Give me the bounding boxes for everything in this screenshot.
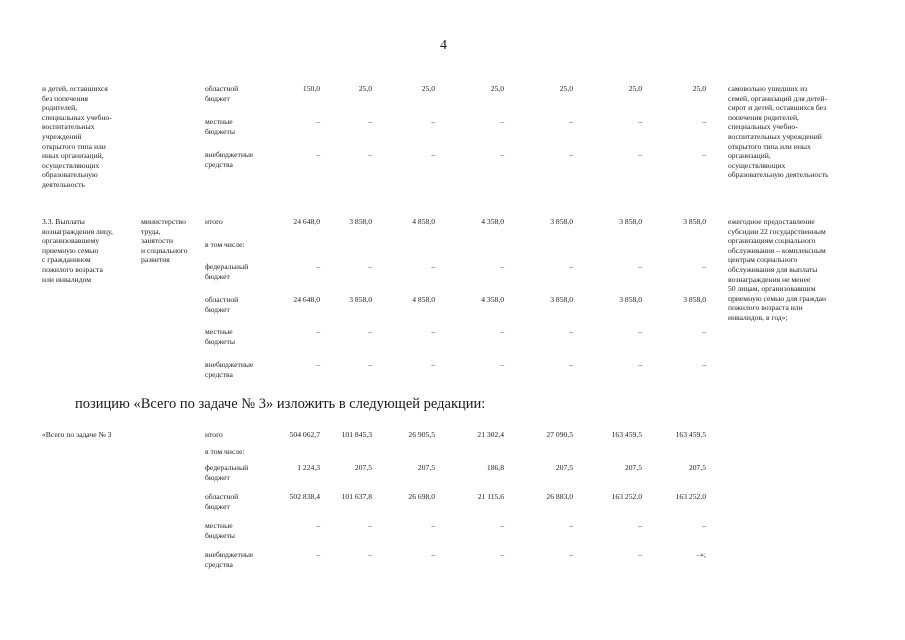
row-description-line: 3.3. Выплаты xyxy=(42,217,85,226)
row-note-line: осуществляющих xyxy=(728,160,786,170)
table-cell-value: 163 252,0 xyxy=(611,492,642,501)
table-cell-value: – xyxy=(431,327,435,336)
table-cell-value: 163 459,5 xyxy=(611,430,642,439)
table-cell-value: – xyxy=(638,550,642,559)
row-label-line: местные xyxy=(205,117,233,126)
table-cell-value: 26 883,0 xyxy=(546,492,573,501)
table-cell-value: 21 115,6 xyxy=(477,492,504,501)
table-cell-value: – xyxy=(316,327,320,336)
instruction-text: позицию «Всего по задаче № 3» изложить в следующей редакции: xyxy=(75,396,486,412)
table-cell-value: 207,5 xyxy=(354,463,372,472)
row-description-line: без попечения xyxy=(42,93,89,103)
row-note-line: организаций, xyxy=(728,151,771,161)
table-cell-value: – xyxy=(431,521,435,530)
table-cell-value: – xyxy=(569,150,573,159)
row-label-line: бюджет xyxy=(205,93,230,103)
table-cell-value: – xyxy=(702,262,706,271)
row-description-line: «Всего по задаче № 3 xyxy=(42,430,112,439)
table-cell-value: 186,8 xyxy=(486,463,504,472)
table-cell-value: 24 648,0 xyxy=(293,295,320,304)
row-description-line: осуществляющих xyxy=(42,160,100,170)
row-label-line: областной xyxy=(205,295,239,304)
responsible-executor-line: министерство xyxy=(141,217,186,226)
row-label-line: федеральный xyxy=(205,262,249,271)
table-cell-value: – xyxy=(368,327,372,336)
table-cell-value: 163 252,0 xyxy=(675,492,706,501)
row-description-line: учреждений xyxy=(42,132,82,141)
row-description-line: родителей, xyxy=(42,103,78,113)
row-note-line: семей, организаций для детей- xyxy=(728,93,828,103)
row-description-line: образовательную xyxy=(42,170,98,180)
table-cell-value: – xyxy=(702,150,706,159)
table-cell-value: – xyxy=(316,521,320,530)
table-cell-value: 25,0 xyxy=(490,84,504,93)
table-cell-value: 25,0 xyxy=(692,84,706,93)
row-note-line: вознаграждения не менее xyxy=(728,274,811,284)
row-note-line: сирот и детей, оставшихся без xyxy=(728,103,827,113)
row-label-line: бюджеты xyxy=(205,530,235,540)
row-description-line: открытого типа или xyxy=(42,141,106,151)
table-cell-value: 150,0 xyxy=(302,84,320,93)
table-cell-value: 25,0 xyxy=(358,84,372,93)
row-note-line: приемную семью для граждан xyxy=(728,293,827,303)
row-note-line: 50 лицам, организовавшим xyxy=(728,284,816,294)
table-cell-value: – xyxy=(368,117,372,126)
table-cell-value: – xyxy=(316,550,320,559)
table-cell-value: 163 459,5 xyxy=(675,430,706,439)
row-label-line: средства xyxy=(205,559,233,569)
row-label-line: итого xyxy=(205,430,223,439)
table-cell-value: – xyxy=(638,360,642,369)
table-cell-value: – xyxy=(368,521,372,530)
table-cell-value: – xyxy=(431,550,435,559)
responsible-executor-line: и социального xyxy=(141,245,188,255)
table-cell-value: – xyxy=(569,521,573,530)
table-cell-value: – xyxy=(569,327,573,336)
table-cell-value: 502 838,4 xyxy=(289,492,320,501)
table-cell-value: –»; xyxy=(696,550,706,559)
table-cell-value: – xyxy=(702,521,706,530)
table-cell-value: 26 698,0 xyxy=(408,492,435,501)
table-cell-value: 24 648,0 xyxy=(293,217,320,226)
table-cell-value: 25,0 xyxy=(628,84,642,93)
row-label-line: в том числе: xyxy=(205,240,245,249)
table-cell-value: 3 858,0 xyxy=(683,217,706,226)
table-cell-value: 4 858,0 xyxy=(412,295,435,304)
table-cell-value: 3 858,0 xyxy=(349,217,372,226)
row-label-line: областной xyxy=(205,492,239,501)
row-label-line: бюджеты xyxy=(205,126,235,136)
table-cell-value: – xyxy=(431,117,435,126)
row-description-line: организовавшему xyxy=(42,236,100,246)
table-cell-value: – xyxy=(638,117,642,126)
row-label-line: местные xyxy=(205,521,233,530)
table-cell-value: – xyxy=(500,150,504,159)
row-label-line: бюджет xyxy=(205,271,230,281)
row-label-line: бюджет xyxy=(205,472,230,482)
table-cell-value: – xyxy=(638,150,642,159)
table-cell-value: 207,5 xyxy=(624,463,642,472)
table-cell-value: 3 858,0 xyxy=(550,217,573,226)
row-label-line: местные xyxy=(205,327,233,336)
row-note-line: центрам социального xyxy=(728,255,798,265)
row-description-line: или инвалидом xyxy=(42,274,92,284)
table-cell-value: – xyxy=(569,550,573,559)
row-description-line: и детей, оставшихся xyxy=(42,84,108,93)
row-label-line: бюджет xyxy=(205,501,230,511)
table-cell-value: – xyxy=(316,150,320,159)
table-cell-value: 101 637,8 xyxy=(341,492,372,501)
table-cell-value: 25,0 xyxy=(421,84,435,93)
row-description-line: приемную семью xyxy=(42,245,99,255)
row-note-line: открытого типа или иных xyxy=(728,141,811,151)
table-cell-value: 504 062,7 xyxy=(289,430,320,439)
table-cell-value: 101 845,3 xyxy=(341,430,372,439)
table-cell-value: 1 224,3 xyxy=(297,463,320,472)
table-cell-value: – xyxy=(368,360,372,369)
row-description-line: специальных учебно- xyxy=(42,112,112,122)
row-note-line: самовольно ушедших из xyxy=(728,84,808,93)
row-note-line: обслуживания для выплаты xyxy=(728,265,818,274)
row-note-line: ежегодное предоставление xyxy=(728,217,815,226)
table-cell-value: 3 858,0 xyxy=(619,217,642,226)
row-description-line: иных организаций, xyxy=(42,151,104,161)
table-cell-value: 21 302,4 xyxy=(477,430,504,439)
table-cell-value: 4 358,0 xyxy=(481,295,504,304)
responsible-executor-line: развития xyxy=(141,255,170,265)
table-cell-value: – xyxy=(702,117,706,126)
row-description-line: деятельность xyxy=(42,180,85,189)
table-cell-value: – xyxy=(500,117,504,126)
table-cell-value: – xyxy=(500,550,504,559)
table-cell-value: 4 358,0 xyxy=(481,217,504,226)
row-note-line: инвалидов, в год»; xyxy=(728,313,788,322)
row-description-line: с гражданином xyxy=(42,255,91,265)
table-cell-value: – xyxy=(569,360,573,369)
table-cell-value: – xyxy=(569,262,573,271)
row-label-line: областной xyxy=(205,84,239,93)
table-cell-value: – xyxy=(431,150,435,159)
row-label-line: бюджеты xyxy=(205,336,235,346)
table-cell-value: – xyxy=(500,360,504,369)
row-label-line: федеральный xyxy=(205,463,249,472)
table-cell-value: – xyxy=(368,262,372,271)
table-cell-value: 3 858,0 xyxy=(619,295,642,304)
row-note-line: пожилого возраста или xyxy=(728,303,803,313)
row-description-line: пожилого возраста xyxy=(42,265,103,274)
row-label-line: средства xyxy=(205,159,233,169)
row-note-line: специальных учебно- xyxy=(728,122,798,132)
row-label-line: в том числе: xyxy=(205,447,245,456)
table-cell-value: – xyxy=(638,521,642,530)
table-cell-value: – xyxy=(316,117,320,126)
table-cell-value: 27 090,5 xyxy=(546,430,573,439)
responsible-executor-line: труда, xyxy=(141,226,161,236)
table-cell-value: 207,5 xyxy=(417,463,435,472)
row-label-line: итого xyxy=(205,217,223,226)
table-cell-value: 3 858,0 xyxy=(349,295,372,304)
table-cell-value: 4 858,0 xyxy=(412,217,435,226)
row-label-line: внебюджетные xyxy=(205,360,254,369)
table-cell-value: – xyxy=(638,262,642,271)
table-cell-value: 207,5 xyxy=(555,463,573,472)
page-number: 4 xyxy=(440,38,447,53)
row-label-line: внебюджетные xyxy=(205,150,254,159)
responsible-executor-line: занятости xyxy=(141,236,173,246)
table-cell-value: 26 905,5 xyxy=(408,430,435,439)
row-note-line: образовательную деятельность xyxy=(728,170,829,180)
table-cell-value: 3 858,0 xyxy=(683,295,706,304)
row-note-line: организациям социального xyxy=(728,236,816,246)
table-cell-value: 3 858,0 xyxy=(550,295,573,304)
table-cell-value: – xyxy=(368,550,372,559)
row-note-line: воспитательных учреждений xyxy=(728,132,822,141)
table-cell-value: – xyxy=(500,262,504,271)
table-cell-value: – xyxy=(500,327,504,336)
row-description-line: воспитательных xyxy=(42,122,95,132)
table-cell-value: – xyxy=(638,327,642,336)
table-cell-value: – xyxy=(702,327,706,336)
table-cell-value: 25,0 xyxy=(559,84,573,93)
row-note-line: субсидии 22 государственным xyxy=(728,226,826,236)
row-label-line: внебюджетные xyxy=(205,550,254,559)
row-note-line: обслуживания – комплексным xyxy=(728,245,826,255)
table-cell-value: – xyxy=(431,262,435,271)
table-cell-value: – xyxy=(569,117,573,126)
row-description-line: вознаграждения лицу, xyxy=(42,226,113,236)
row-note-line: попечения родителей, xyxy=(728,112,799,122)
row-label-line: средства xyxy=(205,369,233,379)
table-cell-value: – xyxy=(431,360,435,369)
table-cell-value: – xyxy=(500,521,504,530)
table-cell-value: – xyxy=(316,262,320,271)
table-cell-value: – xyxy=(702,360,706,369)
row-label-line: бюджет xyxy=(205,304,230,314)
table-cell-value: – xyxy=(316,360,320,369)
table-cell-value: 207,5 xyxy=(688,463,706,472)
table-cell-value: – xyxy=(368,150,372,159)
